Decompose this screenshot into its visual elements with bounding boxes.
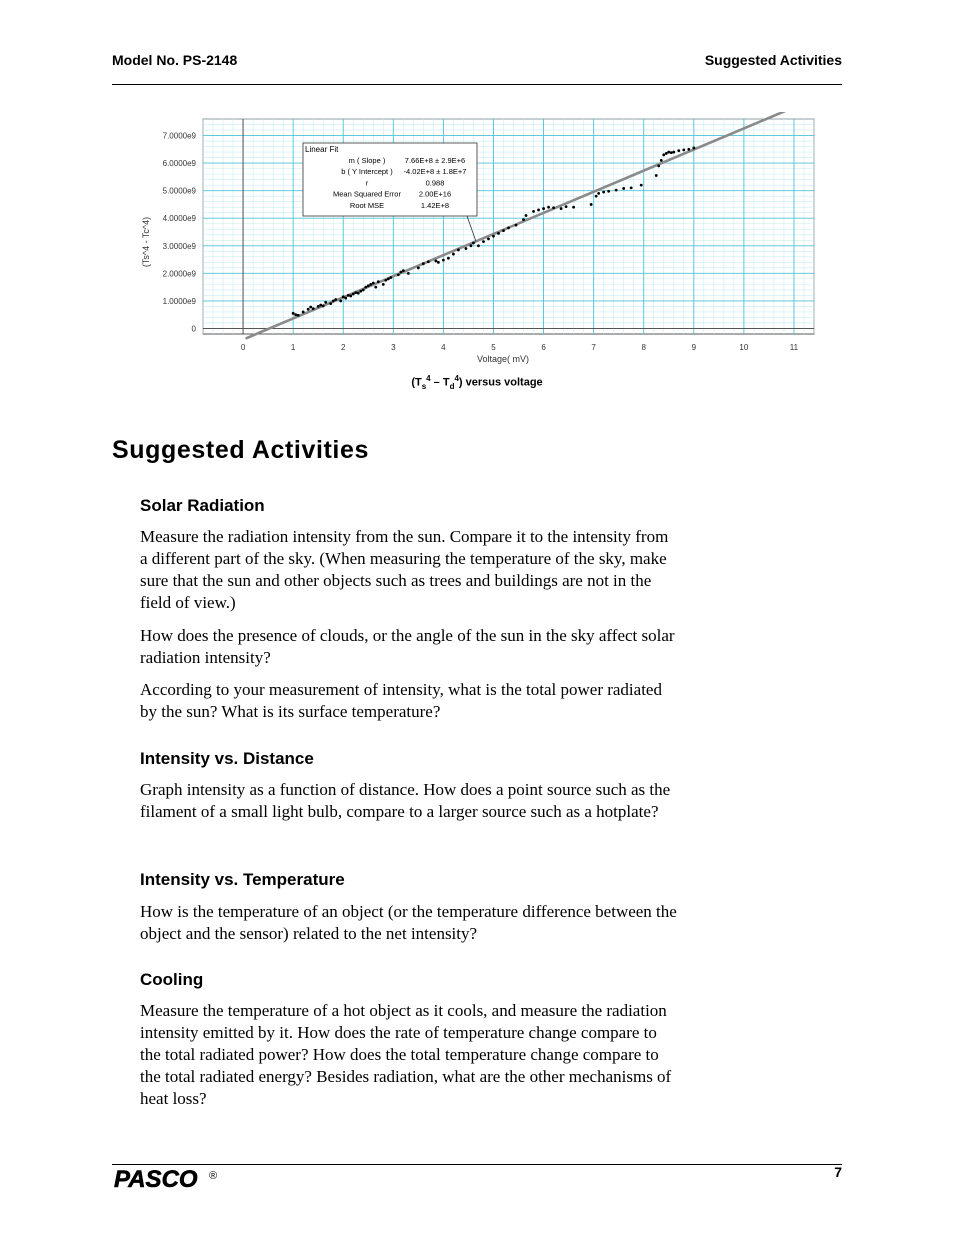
data-point xyxy=(364,286,367,289)
data-point xyxy=(307,308,310,311)
heading-intensity-temperature: Intensity vs. Temperature xyxy=(140,870,345,889)
data-point xyxy=(655,174,658,177)
x-tick-label: 6 xyxy=(541,343,546,352)
data-point xyxy=(560,207,563,210)
data-point xyxy=(297,314,300,317)
data-point xyxy=(334,298,337,301)
x-tick-label: 11 xyxy=(789,343,799,352)
data-point xyxy=(357,292,360,295)
data-point xyxy=(294,313,297,316)
data-point xyxy=(382,283,385,286)
data-point xyxy=(377,280,380,283)
data-point xyxy=(309,306,312,309)
x-tick-label: 9 xyxy=(691,343,697,352)
data-point xyxy=(359,290,362,293)
data-point xyxy=(339,300,342,303)
x-tick-label: 10 xyxy=(739,343,749,352)
data-point xyxy=(552,206,555,209)
registered-mark: ® xyxy=(209,1170,218,1182)
data-point xyxy=(565,205,568,208)
x-axis-label: Voltage( mV) xyxy=(476,354,530,364)
fit-box-value: 1.42E+8 xyxy=(420,200,450,210)
data-point xyxy=(682,148,685,151)
data-point xyxy=(665,152,668,155)
header-rule xyxy=(112,84,842,85)
data-point xyxy=(670,151,673,154)
data-point xyxy=(354,291,357,294)
heading-cooling: Cooling xyxy=(140,970,204,989)
paragraph-distance: Graph intensity as a function of distance. How does a point source such as the filament of a small light bulb, compare to a larger source such as a hotplate? xyxy=(140,780,671,821)
data-point xyxy=(322,304,325,307)
data-point xyxy=(615,189,618,192)
data-point xyxy=(487,238,490,241)
data-point xyxy=(502,229,505,232)
data-point xyxy=(312,307,315,310)
data-point xyxy=(434,260,437,263)
data-point xyxy=(369,283,372,286)
data-point xyxy=(384,279,387,282)
fit-box-value: -4.02E+8 ± 1.8E+7 xyxy=(403,167,467,177)
data-point xyxy=(522,218,525,221)
data-point xyxy=(657,164,660,167)
fit-box-label: b ( Y Intercept ) xyxy=(341,167,393,177)
data-point xyxy=(402,269,405,272)
data-point xyxy=(515,224,518,227)
fit-box-value: 2.00E+16 xyxy=(418,189,452,199)
header-model-number: Model No. PS-2148 xyxy=(112,52,238,68)
data-point xyxy=(342,295,345,298)
data-point xyxy=(317,305,320,308)
data-point xyxy=(442,259,445,262)
heading-solar-radiation: Solar Radiation xyxy=(140,496,265,515)
data-point xyxy=(319,304,322,307)
fit-box-label: Root MSE xyxy=(349,200,385,210)
data-point xyxy=(407,272,410,275)
data-point xyxy=(397,273,400,276)
data-point xyxy=(399,271,402,274)
page-title: Suggested Activities xyxy=(112,436,369,464)
data-point xyxy=(422,262,425,265)
heading-intensity-distance: Intensity vs. Distance xyxy=(140,749,314,768)
data-point xyxy=(497,232,500,235)
data-point xyxy=(362,288,365,291)
data-point xyxy=(667,151,670,154)
linear-fit-chart xyxy=(140,112,820,367)
data-point xyxy=(492,235,495,238)
y-tick-label: 5.0000e9 xyxy=(162,186,196,196)
y-tick-label: 2.0000e9 xyxy=(162,269,196,279)
x-tick-label: 1 xyxy=(290,343,296,352)
data-point xyxy=(447,257,450,260)
data-point xyxy=(532,210,535,213)
data-point xyxy=(572,206,575,209)
y-tick-label: 1.0000e9 xyxy=(162,296,196,306)
data-point xyxy=(427,260,430,263)
data-point xyxy=(525,214,528,217)
data-point xyxy=(622,187,625,190)
data-point xyxy=(482,240,485,243)
y-tick-label: 3.0000e9 xyxy=(162,241,196,251)
data-point xyxy=(507,226,510,229)
data-point xyxy=(692,147,695,150)
paragraph-solar-2: How does the presence of clouds, or the angle of the sun in the sky affect solar radiation intensity? xyxy=(140,626,675,667)
y-axis-label: (Ts^4 - Tc^4) xyxy=(141,216,151,268)
data-point xyxy=(374,286,377,289)
x-tick-label: 0 xyxy=(240,343,246,352)
data-point xyxy=(672,151,675,154)
fit-box-value: 7.66E+8 ± 2.9E+6 xyxy=(404,156,466,165)
x-tick-label: 8 xyxy=(641,343,646,352)
data-point xyxy=(389,276,392,279)
fit-box-value: 0.988 xyxy=(425,178,445,188)
fit-box-label: r xyxy=(365,178,369,188)
fit-box-label: m ( Slope ) xyxy=(348,156,386,165)
data-point xyxy=(477,244,480,247)
paragraph-solar-1: Measure the radiation intensity from the sun. Compare it to the intensity from a different part of the sky. (When measuring the temperature of the sky, make sure that the sun and other objects such as trees and buildings are not in the field of view.) xyxy=(140,527,669,612)
footer-rule xyxy=(112,1164,842,1165)
data-point xyxy=(630,187,633,190)
data-point xyxy=(590,203,593,206)
x-tick-label: 3 xyxy=(391,343,396,352)
data-point xyxy=(662,153,665,156)
pasco-logo xyxy=(112,1166,232,1197)
data-point xyxy=(372,282,375,285)
logo-wordmark: PASCO xyxy=(114,1166,198,1192)
data-point xyxy=(367,284,370,287)
data-point xyxy=(472,242,475,245)
data-point xyxy=(465,247,468,250)
fit-box-title: Linear Fit xyxy=(305,145,339,154)
data-point xyxy=(547,206,550,209)
data-point xyxy=(470,244,473,247)
data-point xyxy=(687,148,690,151)
data-point xyxy=(660,159,663,162)
data-point xyxy=(349,295,352,298)
x-tick-label: 5 xyxy=(491,343,496,352)
data-point xyxy=(417,266,420,269)
data-point xyxy=(640,184,643,187)
data-point xyxy=(292,312,295,315)
data-point xyxy=(302,311,305,314)
y-tick-label: 0 xyxy=(191,324,196,334)
data-point xyxy=(344,297,347,300)
y-tick-label: 6.0000e9 xyxy=(162,159,196,169)
data-point xyxy=(537,209,540,212)
data-point xyxy=(387,277,390,280)
x-tick-label: 4 xyxy=(441,343,446,352)
data-point xyxy=(332,300,335,303)
data-point xyxy=(329,302,332,305)
data-point xyxy=(352,293,355,296)
fit-box-label: Mean Squared Error xyxy=(333,189,401,199)
data-point xyxy=(542,207,545,210)
data-point xyxy=(595,195,598,198)
data-point xyxy=(437,261,440,264)
paragraph-cooling: Measure the temperature of a hot object as it cools, and measure the radiation intensity emitted by it. How does the rate of temperature change compare to the total radiated power? How does the total temperature change compare to the total radiated energy? Besides radiation, what are the other mechanisms of heat loss? xyxy=(140,1001,672,1108)
y-tick-label: 4.0000e9 xyxy=(162,214,196,224)
chart-caption: $(T_s^4 - T_d^4)$ versus voltage xyxy=(411,374,543,391)
data-point xyxy=(457,249,460,252)
data-point xyxy=(602,191,605,194)
paragraph-solar-3: According to your measurement of intensity, what is the total power radiated by the sun? What is its surface temperature? xyxy=(140,680,662,721)
header-section-title: Suggested Activities xyxy=(704,52,842,68)
y-tick-label: 7.0000e9 xyxy=(162,131,196,141)
page-number: 7 xyxy=(834,1164,842,1180)
data-point xyxy=(347,294,350,297)
data-point xyxy=(597,192,600,195)
x-tick-label: 2 xyxy=(341,343,346,352)
data-point xyxy=(607,190,610,193)
paragraph-temperature: How is the temperature of an object (or the temperature difference between the object and the sensor) related to the net intensity? xyxy=(140,902,677,943)
data-point xyxy=(452,253,455,256)
data-point xyxy=(677,149,680,152)
x-tick-label: 7 xyxy=(591,343,596,352)
data-point xyxy=(324,301,327,304)
